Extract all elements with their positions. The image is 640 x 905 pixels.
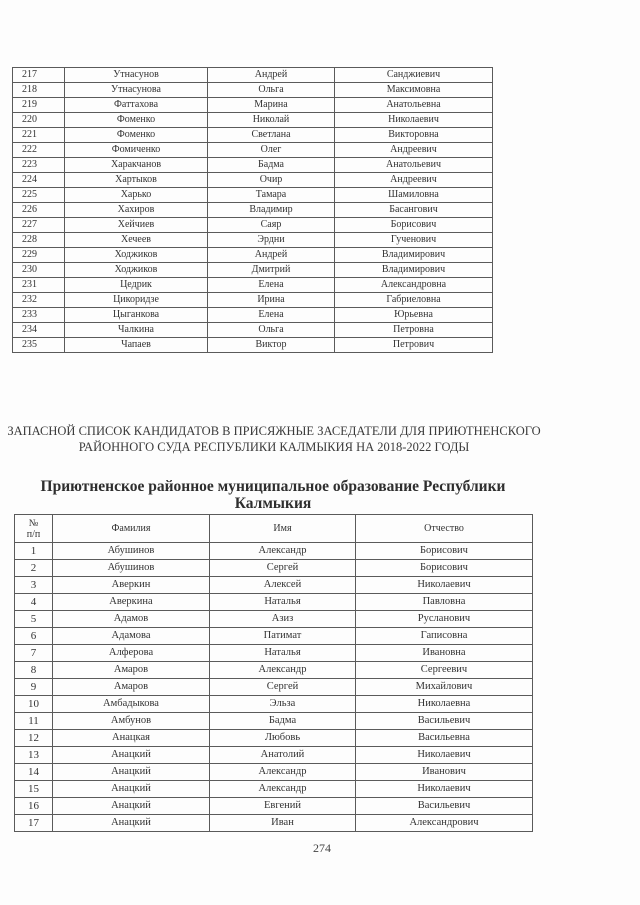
table-row: [13, 293, 493, 308]
patronymic-cell: Габриеловна: [335, 293, 493, 308]
surname-cell: Фомиченко: [65, 143, 208, 158]
patronymic-cell: Анатольевна: [335, 98, 493, 113]
row-number-cell: 10: [15, 696, 53, 713]
first-name-cell: Андрей: [208, 68, 335, 83]
surname-cell: Амбадыкова: [53, 696, 210, 713]
surname-cell: Абушинов: [53, 543, 210, 560]
patronymic-cell: Юрьевна: [335, 308, 493, 323]
table-row: [15, 747, 533, 764]
municipality-heading-line-1: Приютненское районное муниципальное образование Республики: [40, 478, 506, 495]
header-number: [15, 515, 53, 543]
first-name-cell: Александр: [210, 662, 356, 679]
page-number: 274: [313, 841, 331, 855]
header-number-symbol: №: [28, 517, 39, 529]
surname-cell: Амбунов: [53, 713, 210, 730]
patronymic-cell: Петровна: [335, 323, 493, 338]
first-name-cell: Сергей: [210, 679, 356, 696]
first-name-cell: Ольга: [208, 83, 335, 98]
surname-cell: Анацкий: [53, 798, 210, 815]
patronymic-cell: Русланович: [356, 611, 533, 628]
first-name-cell: Иван: [210, 815, 356, 832]
surname-cell: Аверкина: [53, 594, 210, 611]
row-number-cell: 227: [13, 218, 65, 233]
first-name-cell: Олег: [208, 143, 335, 158]
patronymic-cell: Александрович: [356, 815, 533, 832]
surname-cell: Анацкий: [53, 815, 210, 832]
row-number-cell: 217: [13, 68, 65, 83]
patronymic-cell: Сергеевич: [356, 662, 533, 679]
table-row: [13, 308, 493, 323]
table-row: [15, 645, 533, 662]
surname-cell: Хахиров: [65, 203, 208, 218]
header-number-abbrev: п/п: [26, 528, 41, 540]
surname-cell: Харько: [65, 188, 208, 203]
patronymic-cell: Васильевич: [356, 713, 533, 730]
table-row: [15, 662, 533, 679]
row-number-cell: 228: [13, 233, 65, 248]
surname-cell: Утнасунова: [65, 83, 208, 98]
first-name-cell: Виктор: [208, 338, 335, 353]
table-row: [15, 560, 533, 577]
first-name-cell: Ирина: [208, 293, 335, 308]
surname-cell: Фаттахова: [65, 98, 208, 113]
table-row: [13, 203, 493, 218]
row-number-cell: 13: [15, 747, 53, 764]
candidates-table: [14, 514, 533, 832]
row-number-cell: 1: [15, 543, 53, 560]
table-row: [15, 628, 533, 645]
patronymic-cell: Гаписовна: [356, 628, 533, 645]
row-number-cell: 220: [13, 113, 65, 128]
surname-cell: Аверкин: [53, 577, 210, 594]
first-name-cell: Александр: [210, 764, 356, 781]
first-name-cell: Александр: [210, 781, 356, 798]
first-name-cell: Эрдни: [208, 233, 335, 248]
table-row: [15, 730, 533, 747]
surname-cell: Чалкина: [65, 323, 208, 338]
row-number-cell: 229: [13, 248, 65, 263]
patronymic-cell: Васильевич: [356, 798, 533, 815]
surname-cell: Цикоридзе: [65, 293, 208, 308]
patronymic-cell: Шамиловна: [335, 188, 493, 203]
table-row: [13, 338, 493, 353]
list-heading-line-1: ЗАПАСНОЙ СПИСОК КАНДИДАТОВ В ПРИСЯЖНЫЕ ЗАСЕДАТЕЛИ ДЛЯ ПРИЮТНЕНСКОГО: [7, 424, 541, 438]
row-number-cell: 223: [13, 158, 65, 173]
patronymic-cell: Николаевна: [356, 696, 533, 713]
table-row: [15, 594, 533, 611]
table-header-row: [15, 515, 533, 543]
surname-cell: Цедрик: [65, 278, 208, 293]
surname-cell: Харакчанов: [65, 158, 208, 173]
patronymic-cell: Борисович: [356, 560, 533, 577]
first-name-cell: Владимир: [208, 203, 335, 218]
header-patronymic: Отчество: [356, 515, 533, 543]
table-row: [15, 611, 533, 628]
surname-cell: Чапаев: [65, 338, 208, 353]
patronymic-cell: Гученович: [335, 233, 493, 248]
patronymic-cell: Басангович: [335, 203, 493, 218]
patronymic-cell: Борисович: [335, 218, 493, 233]
row-number-cell: 222: [13, 143, 65, 158]
patronymic-cell: Санджиевич: [335, 68, 493, 83]
patronymic-cell: Максимовна: [335, 83, 493, 98]
patronymic-cell: Иванович: [356, 764, 533, 781]
row-number-cell: 5: [15, 611, 53, 628]
table-row: [13, 233, 493, 248]
row-number-cell: 231: [13, 278, 65, 293]
row-number-cell: 219: [13, 98, 65, 113]
row-number-cell: 7: [15, 645, 53, 662]
patronymic-cell: Владимирович: [335, 263, 493, 278]
surname-cell: Амаров: [53, 679, 210, 696]
first-name-cell: Светлана: [208, 128, 335, 143]
first-name-cell: Анатолий: [210, 747, 356, 764]
row-number-cell: 235: [13, 338, 65, 353]
patronymic-cell: Николаевич: [356, 577, 533, 594]
table-row: [15, 577, 533, 594]
row-number-cell: 6: [15, 628, 53, 645]
table-row: [13, 278, 493, 293]
table-row: [15, 713, 533, 730]
first-name-cell: Бадма: [210, 713, 356, 730]
patronymic-cell: Викторовна: [335, 128, 493, 143]
header-surname: Фамилия: [53, 515, 210, 543]
surname-cell: Анацкая: [53, 730, 210, 747]
table-row: [13, 113, 493, 128]
first-name-cell: Дмитрий: [208, 263, 335, 278]
table-row: [13, 128, 493, 143]
table-row: [13, 218, 493, 233]
patronymic-cell: Васильевна: [356, 730, 533, 747]
surname-cell: Ходжиков: [65, 248, 208, 263]
patronymic-cell: Николаевич: [335, 113, 493, 128]
surname-cell: Алферова: [53, 645, 210, 662]
row-number-cell: 221: [13, 128, 65, 143]
first-name-cell: Эльза: [210, 696, 356, 713]
patronymic-cell: Петрович: [335, 338, 493, 353]
table-row: [15, 543, 533, 560]
surname-cell: Адамова: [53, 628, 210, 645]
surname-cell: Анацкий: [53, 747, 210, 764]
first-name-cell: Сергей: [210, 560, 356, 577]
patronymic-cell: Павловна: [356, 594, 533, 611]
first-name-cell: Очир: [208, 173, 335, 188]
surname-cell: Абушинов: [53, 560, 210, 577]
first-name-cell: Андрей: [208, 248, 335, 263]
table-row: [15, 781, 533, 798]
patronymic-cell: Ивановна: [356, 645, 533, 662]
first-name-cell: Алексей: [210, 577, 356, 594]
surname-cell: Анацкий: [53, 764, 210, 781]
candidates-table-body: [15, 543, 533, 832]
row-number-cell: 232: [13, 293, 65, 308]
row-number-cell: 8: [15, 662, 53, 679]
first-name-cell: Елена: [208, 278, 335, 293]
table-row: [13, 143, 493, 158]
patronymic-cell: Александровна: [335, 278, 493, 293]
row-number-cell: 224: [13, 173, 65, 188]
first-name-cell: Николай: [208, 113, 335, 128]
first-name-cell: Бадма: [208, 158, 335, 173]
table-row: [13, 173, 493, 188]
surname-cell: Адамов: [53, 611, 210, 628]
first-name-cell: Тамара: [208, 188, 335, 203]
surname-cell: Цыганкова: [65, 308, 208, 323]
surname-cell: Фоменко: [65, 128, 208, 143]
row-number-cell: 218: [13, 83, 65, 98]
table-row: [13, 68, 493, 83]
surname-cell: Утнасунов: [65, 68, 208, 83]
row-number-cell: 9: [15, 679, 53, 696]
municipality-heading-line-2: Калмыкия: [234, 495, 312, 512]
first-name-cell: Евгений: [210, 798, 356, 815]
table-row: [15, 815, 533, 832]
patronymic-cell: Михайлович: [356, 679, 533, 696]
table-row: [13, 188, 493, 203]
first-name-cell: Ольга: [208, 323, 335, 338]
table-row: [15, 798, 533, 815]
first-name-cell: Марина: [208, 98, 335, 113]
surname-cell: Ходжиков: [65, 263, 208, 278]
surname-cell: Фоменко: [65, 113, 208, 128]
table-row: [13, 323, 493, 338]
row-number-cell: 14: [15, 764, 53, 781]
first-name-cell: Азиз: [210, 611, 356, 628]
surname-cell: Хейчиев: [65, 218, 208, 233]
row-number-cell: 230: [13, 263, 65, 278]
patronymic-cell: Андреевич: [335, 143, 493, 158]
row-number-cell: 225: [13, 188, 65, 203]
row-number-cell: 234: [13, 323, 65, 338]
table-row: [13, 98, 493, 113]
table-row: [13, 83, 493, 98]
table-row: [15, 696, 533, 713]
row-number-cell: 2: [15, 560, 53, 577]
patronymic-cell: Андреевич: [335, 173, 493, 188]
row-number-cell: 3: [15, 577, 53, 594]
row-number-cell: 4: [15, 594, 53, 611]
surname-cell: Анацкий: [53, 781, 210, 798]
row-number-cell: 15: [15, 781, 53, 798]
patronymic-cell: Борисович: [356, 543, 533, 560]
row-number-cell: 233: [13, 308, 65, 323]
row-number-cell: 226: [13, 203, 65, 218]
header-first-name: Имя: [210, 515, 356, 543]
continuation-table: [12, 67, 493, 353]
patronymic-cell: Анатольевич: [335, 158, 493, 173]
surname-cell: Хечеев: [65, 233, 208, 248]
first-name-cell: Любовь: [210, 730, 356, 747]
surname-cell: Хартыков: [65, 173, 208, 188]
row-number-cell: 17: [15, 815, 53, 832]
first-name-cell: Патимат: [210, 628, 356, 645]
first-name-cell: Наталья: [210, 645, 356, 662]
surname-cell: Амаров: [53, 662, 210, 679]
first-name-cell: Наталья: [210, 594, 356, 611]
patronymic-cell: Владимирович: [335, 248, 493, 263]
row-number-cell: 11: [15, 713, 53, 730]
first-name-cell: Александр: [210, 543, 356, 560]
table-row: [13, 263, 493, 278]
table-row: [13, 158, 493, 173]
list-heading-line-2: РАЙОННОГО СУДА РЕСПУБЛИКИ КАЛМЫКИЯ НА 2018-2022 ГОДЫ: [78, 440, 470, 454]
patronymic-cell: Николаевич: [356, 781, 533, 798]
continuation-table-body: [13, 68, 493, 353]
table-row: [15, 764, 533, 781]
patronymic-cell: Николаевич: [356, 747, 533, 764]
row-number-cell: 12: [15, 730, 53, 747]
row-number-cell: 16: [15, 798, 53, 815]
first-name-cell: Саяр: [208, 218, 335, 233]
first-name-cell: Елена: [208, 308, 335, 323]
table-row: [15, 679, 533, 696]
table-row: [13, 248, 493, 263]
